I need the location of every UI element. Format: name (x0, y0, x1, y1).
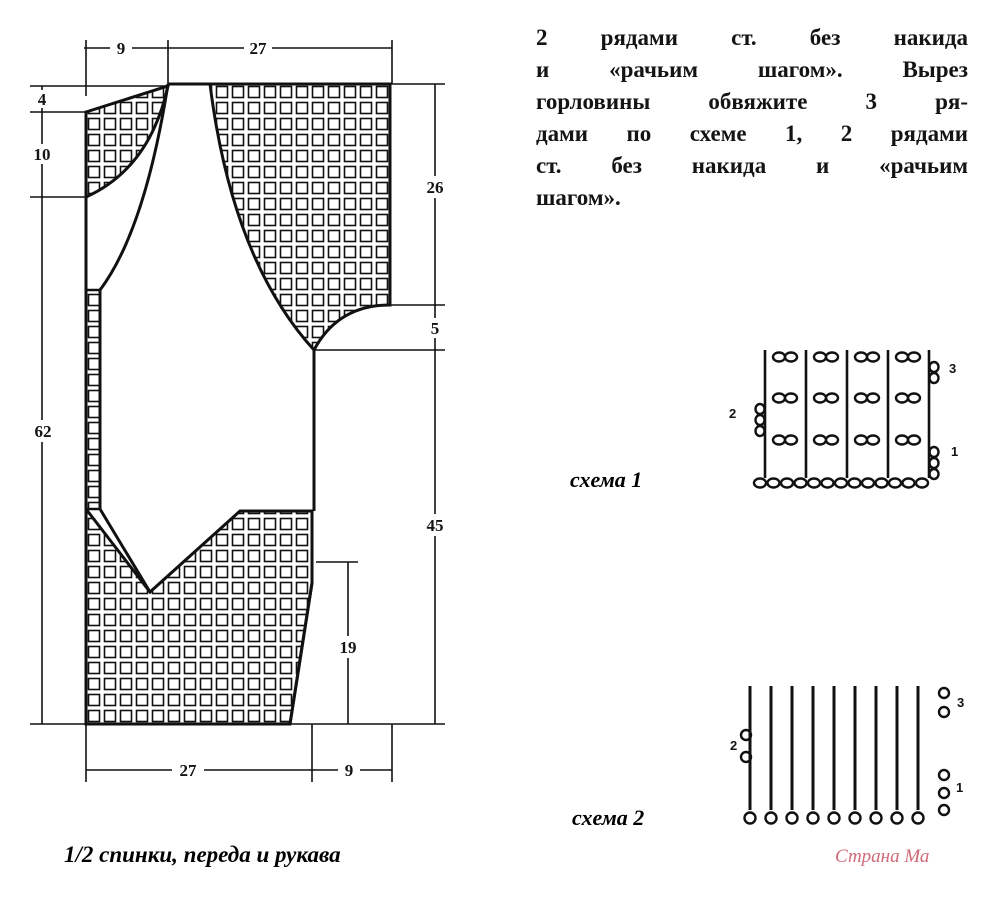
dim-top-right: 27 (249, 39, 267, 58)
chain-stitch (855, 353, 867, 362)
chain-stitch (781, 479, 793, 488)
pattern-caption: 1/2 спинки, переда и рукава (64, 842, 341, 867)
chain-stitch (829, 813, 840, 824)
chain-stitch (850, 813, 861, 824)
instruction-line: 2 рядами ст. без накида (536, 25, 968, 50)
scheme-1-row-1: 1 (951, 444, 959, 459)
chain-stitch (766, 813, 777, 824)
chain-stitch (785, 353, 797, 362)
turning-chain (939, 707, 949, 717)
chain-stitch (787, 813, 798, 824)
dim-inner-height: 19 (339, 638, 357, 657)
chain-stitch (826, 353, 838, 362)
turning-chain (930, 458, 939, 468)
turning-chain (756, 426, 765, 436)
chain-stitch (826, 394, 838, 403)
dim-bottom-right: 9 (344, 761, 354, 780)
chain-stitch (745, 813, 756, 824)
chain-stitch (908, 436, 920, 445)
chain-stitch (867, 436, 879, 445)
chain-stitch (785, 394, 797, 403)
turning-chain (939, 805, 949, 815)
turning-chain (939, 770, 949, 780)
chain-stitch (773, 394, 785, 403)
chain-stitch (814, 436, 826, 445)
chain-stitch (862, 479, 874, 488)
sleeve-cap-piece (210, 84, 390, 350)
chain-stitch (795, 479, 807, 488)
pattern-pieces (86, 84, 390, 724)
turning-chain (930, 373, 939, 383)
chain-stitch (896, 353, 908, 362)
chain-stitch (754, 479, 766, 488)
scheme-2-row-1: 1 (956, 780, 964, 795)
turning-chain (930, 469, 939, 479)
chain-stitch (773, 436, 785, 445)
dim-bottom: 27 (179, 761, 197, 780)
dim-left-top-b: 10 (33, 145, 51, 164)
chain-stitch (876, 479, 888, 488)
chain-stitch (903, 479, 915, 488)
turning-chain (930, 362, 939, 372)
watermark-text: Страна Ма (835, 846, 930, 867)
scheme-2-chart (741, 686, 949, 824)
chain-stitch (855, 436, 867, 445)
turning-chain (939, 788, 949, 798)
chain-stitch (896, 394, 908, 403)
chain-stitch (808, 479, 820, 488)
scheme-1-row-2: 2 (729, 406, 737, 421)
chain-stitch (867, 394, 879, 403)
instruction-line: дами по схеме 1, 2 рядами (536, 121, 968, 146)
dim-left-top-a: 4 (37, 90, 47, 109)
dim-left-total: 62 (34, 422, 52, 441)
scheme-2-row-3: 3 (957, 695, 965, 710)
chain-stitch (908, 353, 920, 362)
chain-stitch (896, 436, 908, 445)
instruction-paragraph (536, 22, 968, 214)
scheme-2 (572, 686, 964, 830)
chain-stitch (822, 479, 834, 488)
chain-stitch (808, 813, 819, 824)
instruction-line: шагом». (536, 185, 621, 210)
chain-stitch (814, 394, 826, 403)
back-neck-piece (86, 86, 168, 197)
left-side-strip (86, 290, 100, 509)
scheme-1-label: схема 1 (570, 467, 643, 492)
chain-stitch (889, 479, 901, 488)
instruction-line: горловины обвяжите 3 ря- (536, 89, 968, 114)
chain-stitch (835, 479, 847, 488)
scheme-1-chart (754, 350, 939, 488)
chain-stitch (785, 436, 797, 445)
chain-stitch (768, 479, 780, 488)
turning-chain (756, 404, 765, 414)
turning-chain (756, 415, 765, 425)
chain-stitch (916, 479, 928, 488)
dim-top-left: 9 (116, 39, 126, 58)
chain-stitch (892, 813, 903, 824)
chain-stitch (826, 436, 838, 445)
chain-stitch (814, 353, 826, 362)
chain-stitch (908, 394, 920, 403)
chain-stitch (849, 479, 861, 488)
dim-right-lower: 45 (426, 516, 444, 535)
dim-right-upper: 26 (426, 178, 444, 197)
scheme-2-label: схема 2 (572, 805, 645, 830)
chain-stitch (913, 813, 924, 824)
scheme-1-row-3: 3 (949, 361, 957, 376)
turning-chain (939, 688, 949, 698)
scheme-1 (570, 350, 958, 492)
turning-chain (930, 447, 939, 457)
chain-stitch (867, 353, 879, 362)
chain-stitch (773, 353, 785, 362)
chain-stitch (871, 813, 882, 824)
chain-stitch (855, 394, 867, 403)
instruction-line: ст. без накида и «рачьим (536, 153, 968, 178)
dim-right-mid: 5 (430, 319, 440, 338)
instruction-line: и «рачьим шагом». Вырез (536, 57, 968, 82)
scheme-2-row-2: 2 (730, 738, 738, 753)
